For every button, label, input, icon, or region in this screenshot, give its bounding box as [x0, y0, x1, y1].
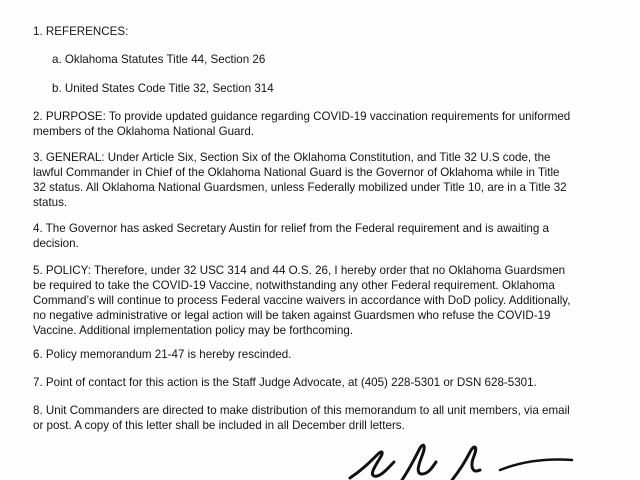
policy-line: no negative administrative or legal action will be taken against Guardsmen who refuse the COVID-19	[33, 309, 551, 322]
signature-stroke	[350, 452, 394, 478]
general-line: lawful Commander in Chief of the Oklahoma National Guard is the Governor of Oklahoma while in Title	[33, 166, 560, 179]
governor-line: 4. The Governor has asked Secretary Austin for relief from the Federal requirement and is awaiting a	[33, 222, 549, 235]
policy-line: Vaccine. Additional implementation policy may be forthcoming.	[33, 324, 354, 337]
policy-paragraph	[33, 263, 625, 338]
governor-paragraph	[33, 221, 625, 251]
general-line: status.	[33, 196, 68, 209]
signature-image	[340, 440, 600, 480]
policy-line: 5. POLICY: Therefore, under 32 USC 314 and 44 O.S. 26, I hereby order that no Oklahoma Guardsmen	[33, 264, 566, 277]
distribution-line: 8. Unit Commanders are directed to make distribution of this memorandum to all unit members, via email	[33, 404, 570, 417]
reference-item-b: b. United States Code Title 32, Section 314	[52, 82, 274, 95]
references-heading: 1. REFERENCES:	[33, 25, 129, 38]
distribution-paragraph	[33, 403, 625, 433]
distribution-line: or post. A copy of this letter shall be included in all December drill letters.	[33, 419, 405, 432]
general-line: 3. GENERAL: Under Article Six, Section Six of the Oklahoma Constitution, and Title 32 U.S code, the	[33, 151, 551, 164]
purpose-line: members of the Oklahoma National Guard.	[33, 125, 255, 138]
purpose-line: 2. PURPOSE: To provide updated guidance regarding COVID-19 vaccination requirements for uniformed	[33, 110, 571, 123]
purpose-paragraph	[33, 109, 625, 139]
signature-stroke	[452, 447, 480, 480]
contact-paragraph: 7. Point of contact for this action is the Staff Judge Advocate, at (405) 228-5301 or DSN 628-5301.	[33, 376, 537, 389]
policy-line: be required to take the COVID-19 Vaccine, notwithstanding any other Federal requirement. Oklahoma	[33, 279, 555, 292]
policy-line: Command’s will continue to process Federal vaccine waivers in accordance with DoD policy. Additionally,	[33, 294, 571, 307]
governor-line: decision.	[33, 237, 79, 250]
rescind-paragraph: 6. Policy memorandum 21-47 is hereby rescinded.	[33, 348, 292, 361]
signature-stroke	[500, 459, 572, 470]
signature-stroke	[402, 445, 436, 480]
general-paragraph	[33, 150, 625, 210]
general-line: 32 status. All Oklahoma National Guardsmen, unless Federally mobilized under Title 10, are in a Title 32	[33, 181, 567, 194]
reference-item-a: a. Oklahoma Statutes Title 44, Section 26	[52, 53, 266, 66]
